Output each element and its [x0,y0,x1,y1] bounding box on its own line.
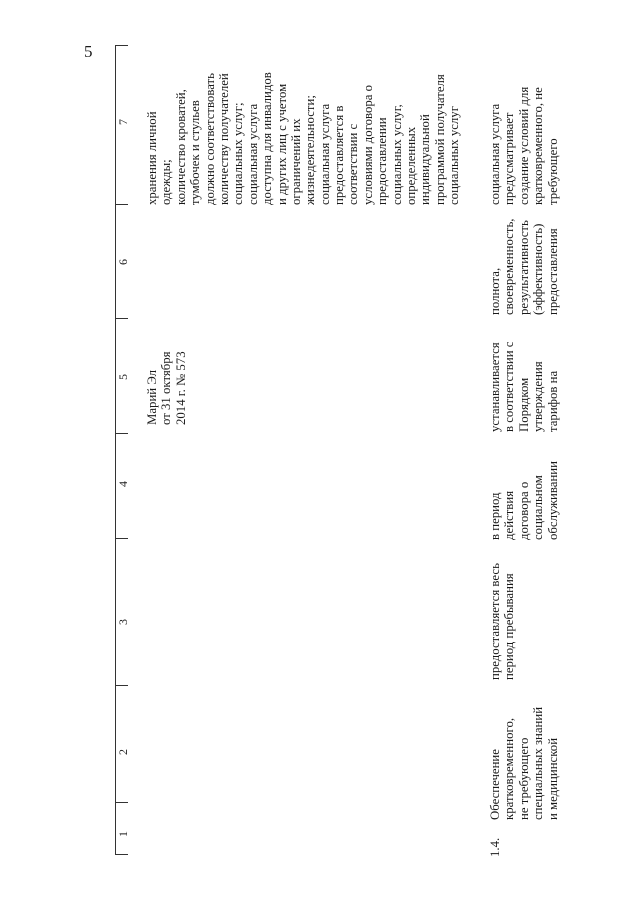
text-line: социальная услуга [245,103,260,205]
text-line: полнота, [488,267,502,315]
text-line: предусматривает [502,112,517,205]
text-line: своевременность, [502,218,517,315]
text-line: одежды; [159,159,174,205]
text-line: и других лиц с учетом [274,83,289,205]
text-line: от 31 октября [159,351,174,425]
text-line: (эффективность) [531,223,546,315]
text-line: специальных знаний [531,706,546,820]
text-line: соответствии с [346,123,361,205]
text-line: ограничений их [288,118,303,205]
text-line: предоставления [545,228,560,315]
header-col-5: 5 [116,374,130,380]
header-col-1: 1 [116,831,130,837]
text-line: хранения личной [145,111,159,205]
text-line: Обеспечение [488,749,502,820]
text-line: требующего [545,138,560,205]
text-line: количество кроватей, [173,89,188,205]
text-line: условиями договора о [360,84,375,205]
text-line: тумбочек и стульев [188,100,203,205]
text-line: программой получателя [432,74,447,205]
row-1-4-col7 [488,47,560,205]
text-line: кратковременного, [502,717,517,820]
text-line: в соответствии с [502,341,517,432]
text-line: количеству получателей [216,73,231,205]
text-line: не требующего [516,737,531,820]
cell-col7-cont [145,47,462,205]
text-line: социальная услуга [488,103,502,205]
text-line: период пребывания [502,573,517,680]
text-line: должно соответствовать [202,73,217,205]
text-line: утверждения [531,361,546,432]
row-1-4-col5 [488,322,560,432]
row-1-4-col2 [488,692,560,820]
text-line: индивидуальной [418,114,433,205]
text-line: жизнедеятельности; [303,95,318,205]
header-col-4: 4 [116,481,130,487]
text-line: обслуживании [545,461,560,540]
header-col-2: 2 [116,749,130,755]
text-line: предоставляется весь [488,563,502,680]
text-line: в период [488,492,502,540]
text-line: создание условий для [516,86,531,205]
text-line: социальная услуга [317,103,332,205]
text-line: договора о [516,481,531,540]
text-line: действия [502,490,517,540]
text-line: доступна для инвалидов [260,72,275,205]
text-line: Порядком [516,377,531,432]
text-line: предоставлении [375,117,390,205]
text-line: 2014 г. № 573 [173,351,188,425]
text-line: предоставляется в [332,105,347,205]
text-line: и медицинской [545,737,560,820]
row-1-4-col3 [488,545,517,680]
row-1-4-number: 1.4. [488,837,502,857]
row-1-4-col6 [488,210,560,315]
text-line: кратковременного, не [531,87,546,205]
text-line: результативность [516,220,531,315]
row-1-4-col4 [488,440,560,540]
text-line: социальных услуг [447,106,462,205]
text-line: социальных услуг; [231,102,246,205]
text-line: Марий Эл [145,369,159,425]
text-line: устанавливается [488,342,502,432]
text-line: социальных услуг, [389,104,404,205]
header-col-7: 7 [116,119,130,125]
header-col-3: 3 [116,619,130,625]
cell-col5-cont [145,317,188,425]
text-line: социальном [531,475,546,540]
text-line: определенных [404,126,419,205]
header-col-6: 6 [116,259,130,265]
text-line: тарифов на [545,370,560,432]
page-number: 5 [84,42,93,61]
